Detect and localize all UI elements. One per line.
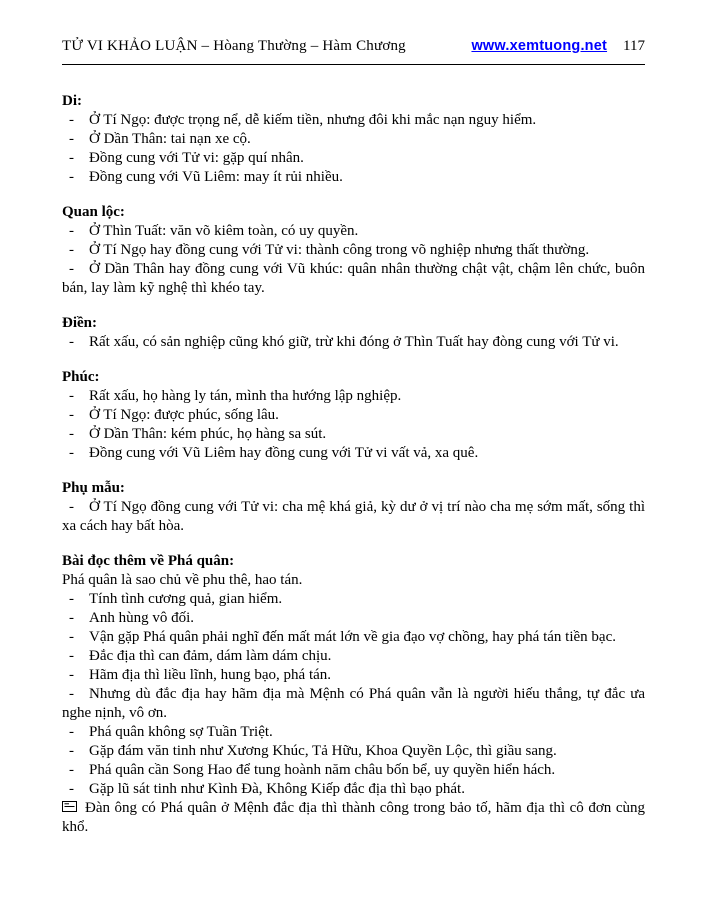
dash-bullet: - (69, 388, 74, 404)
section-dien (62, 314, 645, 352)
list-item-text: Ở Tí Ngọ đồng cung với Tử vi: cha mệ khá giả, kỳ dư ở vị trí nào cha mẹ sớm mất, sống thì xa cách hay bất hòa. (62, 499, 645, 534)
list-item-text: Anh hùng vô đối. (89, 610, 194, 626)
dash-bullet: - (69, 112, 74, 128)
dash-bullet: - (69, 648, 74, 664)
list-item (62, 666, 645, 685)
section-heading: Bài đọc thêm về Phá quân: (62, 553, 235, 569)
section-quan-loc (62, 203, 645, 298)
list-item-text: Ở Dần Thân: tai nạn xe cộ. (89, 131, 251, 147)
dash-bullet: - (69, 445, 74, 461)
dash-bullet: - (69, 169, 74, 185)
section-heading: Điền: (62, 315, 97, 331)
list-item (62, 498, 645, 536)
dash-bullet: - (69, 724, 74, 740)
list-item (62, 780, 645, 799)
list-item (62, 387, 645, 406)
list-item-text: Nhưng dù đắc địa hay hãm địa mà Mệnh có Phá quân vẫn là người hiếu thắng, tự đắc ưa nghe nịnh, vô ơn. (62, 686, 645, 721)
note-line (62, 799, 645, 837)
list-item-text: Rất xấu, họ hàng ly tán, mình tha hướng lập nghiệp. (89, 388, 402, 404)
list-item-text: Phá quân không sợ Tuần Triệt. (89, 724, 273, 740)
dash-bullet: - (69, 131, 74, 147)
list-item-text: Phá quân cần Song Hao để tung hoành năm châu bốn bể, uy quyền hiển hách. (89, 762, 556, 778)
list-item-text: Đồng cung với Vũ Liêm: may ít rủi nhiều. (89, 169, 343, 185)
section-heading: Phúc: (62, 369, 100, 385)
dash-bullet: - (69, 261, 74, 277)
list-item (62, 609, 645, 628)
section-heading: Quan lộc: (62, 204, 125, 220)
list-item (62, 444, 645, 463)
list-item (62, 425, 645, 444)
list-item-text: Ở Tí Ngọ: được phúc, sống lâu. (89, 407, 279, 423)
list-item-text: Hãm địa thì liều lĩnh, hung bạo, phá tán. (89, 667, 332, 683)
document-body (62, 92, 645, 837)
dash-bullet: - (69, 667, 74, 683)
list-item-text: Đồng cung với Tử vi: gặp quí nhân. (89, 150, 304, 166)
page-header (62, 38, 645, 65)
dash-bullet: - (69, 629, 74, 645)
dash-bullet: - (69, 407, 74, 423)
list-item (62, 723, 645, 742)
section-phu-mau (62, 479, 645, 536)
section-intro: Phá quân là sao chủ về phu thê, hao tán. (62, 572, 303, 588)
list-item (62, 590, 645, 609)
list-item (62, 742, 645, 761)
list-item (62, 168, 645, 187)
list-item (62, 260, 645, 298)
dash-bullet: - (69, 223, 74, 239)
list-item (62, 149, 645, 168)
list-item (62, 628, 645, 647)
list-item (62, 241, 645, 260)
list-item (62, 647, 645, 666)
dash-bullet: - (69, 610, 74, 626)
header-right-group (471, 38, 645, 55)
dash-bullet: - (69, 781, 74, 797)
section-heading: Phụ mẫu: (62, 480, 125, 496)
list-item (62, 406, 645, 425)
list-item-text: Đồng cung với Vũ Liêm hay đồng cung với Tử vi vất vả, xa quê. (89, 445, 479, 461)
section-di (62, 92, 645, 187)
note-text: Đàn ông có Phá quân ở Mệnh đắc địa thì thành công trong bảo tố, hãm địa thì cô đơn cùng khổ. (62, 800, 645, 835)
section-pha-quan (62, 552, 645, 837)
list-item-text: Gặp lũ sát tinh như Kình Đà, Không Kiếp đắc địa thì bạo phát. (89, 781, 465, 797)
list-item-text: Ở Dần Thân: kém phúc, họ hàng sa sút. (89, 426, 327, 442)
dash-bullet: - (69, 242, 74, 258)
list-item-text: Ở Dần Thân hay đồng cung với Vũ khúc: quân nhân thường chật vật, chậm lên chức, buôn bán, lay làm kỹ nghệ thì khéo tay. (62, 261, 645, 296)
dash-bullet: - (69, 334, 74, 350)
dash-bullet: - (69, 686, 74, 702)
list-item-text: Ở Thìn Tuất: văn võ kiêm toàn, có uy quyền. (89, 223, 359, 239)
section-heading: Di: (62, 93, 82, 109)
list-item (62, 130, 645, 149)
list-item (62, 761, 645, 780)
dash-bullet: - (69, 743, 74, 759)
section-phuc (62, 368, 645, 463)
list-item (62, 111, 645, 130)
page-number: 117 (623, 38, 645, 54)
dash-bullet: - (69, 150, 74, 166)
envelope-note-icon (62, 801, 78, 813)
list-item-text: Ở Tí Ngọ hay đồng cung với Tử vi: thành công trong võ nghiệp nhưng thất thường. (89, 242, 590, 258)
list-item-text: Ở Tí Ngọ: được trọng nể, dễ kiếm tiền, nhưng đôi khi mắc nạn nguy hiểm. (89, 112, 537, 128)
header-link[interactable]: www.xemtuong.net (471, 38, 608, 54)
list-item-text: Tính tình cương quả, gian hiểm. (89, 591, 283, 607)
list-item-text: Gặp đám văn tinh như Xương Khúc, Tả Hữu, Khoa Quyền Lộc, thì giầu sang. (89, 743, 557, 759)
list-item-text: Đắc địa thì can đảm, dám làm dám chịu. (89, 648, 332, 664)
document-title: TỬ VI KHẢO LUẬN – Hòang Thường – Hàm Chương (62, 38, 406, 54)
list-item-text: Vận gặp Phá quân phải nghĩ đến mất mát lớn về gia đạo vợ chồng, hay phá tán tiền bạc. (89, 629, 616, 645)
list-item (62, 685, 645, 723)
list-item-text: Rất xấu, có sản nghiệp cũng khó giữ, trừ khi đóng ở Thìn Tuất hay đòng cung với Tử vi. (89, 334, 619, 350)
dash-bullet: - (69, 762, 74, 778)
dash-bullet: - (69, 499, 74, 515)
list-item (62, 333, 645, 352)
list-item (62, 222, 645, 241)
dash-bullet: - (69, 591, 74, 607)
dash-bullet: - (69, 426, 74, 442)
